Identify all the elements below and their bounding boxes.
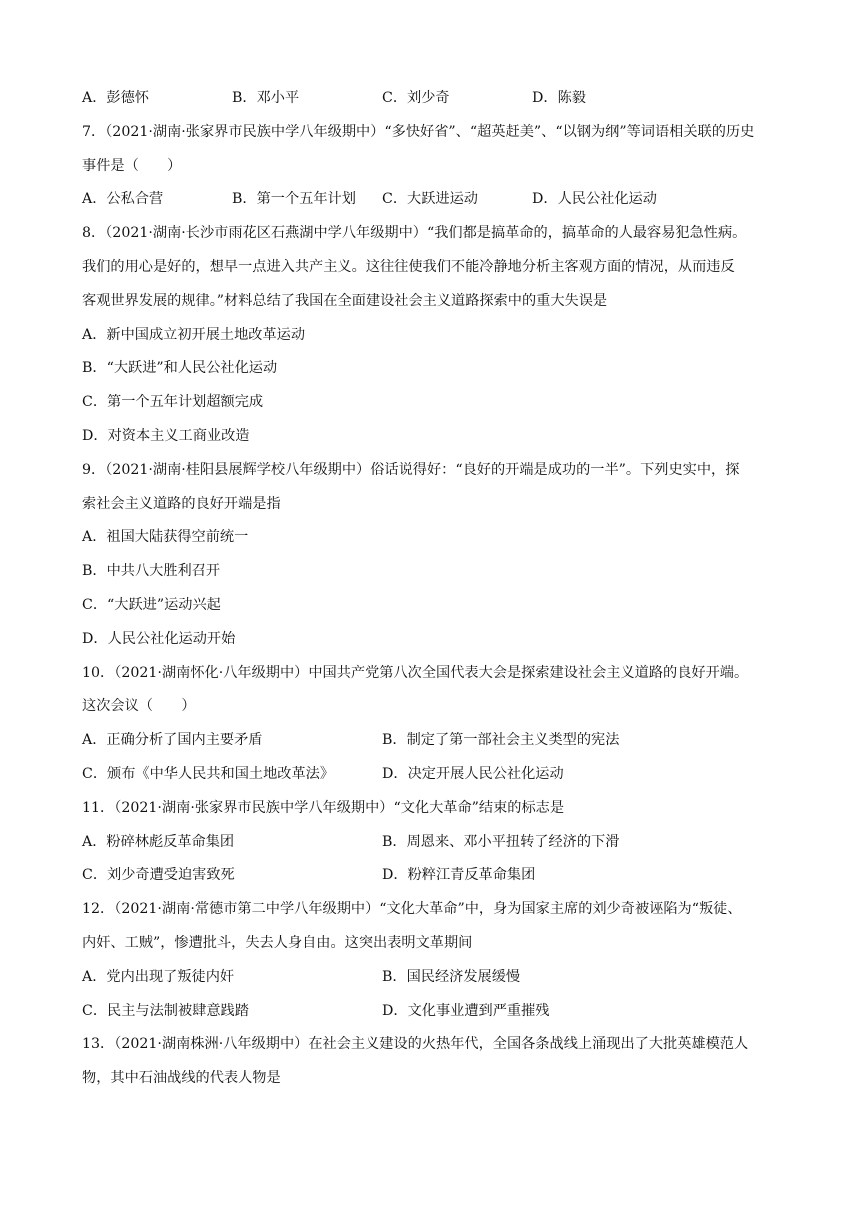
q12-options-row-2 — [82, 997, 782, 1031]
q12-stem-line-1: 12．（2021·湖南·常德市第二中学八年级期中）“文化大革命”中，身为国家主席的刘少奇被诬陷为“叛徒、 — [82, 901, 742, 918]
exam-page — [82, 84, 782, 1098]
q6-option-d[interactable]: D．陈毅 — [532, 90, 586, 106]
q7-stem-line-1: 7．（2021·湖南·张家界市民族中学八年级期中）“多快好省”、“超英赶美”、“以钢为纲”等词语相关联的历史 — [82, 123, 755, 140]
q11-option-c[interactable]: C．刘少奇遭受迫害致死 — [82, 867, 235, 884]
q12-option-b[interactable]: B．国民经济发展缓慢 — [382, 968, 521, 985]
q8-stem-line-2: 我们的用心是好的，想早一点进入共产主义。这往往使我们不能冷静地分析主客观方面的情况，从而违反 — [82, 258, 735, 275]
question-8 — [82, 219, 782, 456]
question-10 — [82, 659, 782, 794]
q8-option-d[interactable]: D．对资本主义工商业改造 — [82, 427, 250, 444]
q7-options — [82, 185, 782, 219]
q9-stem-line-2: 索社会主义道路的良好开端是指 — [82, 495, 281, 512]
q13-stem-line-2: 物，其中石油战线的代表人物是 — [82, 1070, 281, 1087]
q11-option-a[interactable]: A．粉碎林彪反革命集团 — [82, 833, 235, 850]
q6-option-b[interactable]: B．邓小平 — [232, 90, 300, 106]
q11-options-row-1 — [82, 828, 782, 862]
q12-stem-line-2: 内奸、工贼”，惨遭批斗，失去人身自由。这突出表明文革期间 — [82, 934, 473, 951]
q6-option-a[interactable]: A．彭德怀 — [82, 90, 149, 106]
q10-stem-line-1: 10．（2021·湖南怀化·八年级期中）中国共产党第八次全国代表大会是探索建设社会主义道路的良好开端。 — [82, 664, 749, 681]
q7-option-d[interactable]: D．人民公社化运动 — [532, 191, 657, 208]
q9-stem-line-1: 9．（2021·湖南·桂阳县展辉学校八年级期中）俗话说得好：“良好的开端是成功的一半”。下列史实中，探 — [82, 461, 740, 478]
q11-option-b[interactable]: B．周恩来、邓小平扭转了经济的下滑 — [382, 833, 620, 850]
q10-options-row-1 — [82, 726, 782, 760]
q10-option-c[interactable]: C．颁布《中华人民共和国土地改革法》 — [82, 765, 335, 782]
q6-options — [82, 84, 782, 118]
q12-options-row-1 — [82, 963, 782, 997]
q10-stem-line-2: 这次会议（ ） — [82, 698, 196, 715]
q12-option-a[interactable]: A．党内出现了叛徒内奸 — [82, 968, 235, 985]
q6-option-c[interactable]: C．刘少奇 — [382, 90, 450, 106]
q9-option-b[interactable]: B．中共八大胜利召开 — [82, 563, 221, 580]
q7-option-b[interactable]: B．第一个五年计划 — [232, 191, 356, 208]
q9-option-d[interactable]: D．人民公社化运动开始 — [82, 630, 236, 647]
q10-options-row-2 — [82, 760, 782, 794]
q10-option-b[interactable]: B．制定了第一部社会主义类型的宪法 — [382, 732, 620, 749]
q11-option-d[interactable]: D．粉粹江青反革命集团 — [382, 867, 536, 884]
question-12 — [82, 895, 782, 1030]
question-11 — [82, 794, 782, 895]
q7-stem-line-2: 事件是（ ） — [82, 157, 182, 174]
q8-stem-line-3: 客观世界发展的规律。”材料总结了我国在全面建设社会主义道路探索中的重大失误是 — [82, 292, 608, 309]
q12-option-d[interactable]: D．文化事业遭到严重摧残 — [382, 1002, 550, 1019]
q7-option-c[interactable]: C．大跃进运动 — [382, 191, 478, 208]
q13-stem-line-1: 13．（2021·湖南株洲·八年级期中）在社会主义建设的火热年代，全国各条战线上涌现出了大批英雄模范人 — [82, 1036, 749, 1053]
q7-option-a[interactable]: A．公私合营 — [82, 191, 164, 208]
q10-option-a[interactable]: A．正确分析了国内主要矛盾 — [82, 732, 263, 749]
q8-stem-line-1: 8．（2021·湖南·长沙市雨花区石燕湖中学八年级期中）“我们都是搞革命的，搞革命的人最容易犯急性病。 — [82, 225, 747, 242]
question-7 — [82, 118, 782, 219]
question-9 — [82, 456, 782, 659]
q8-option-b[interactable]: B．“大跃进”和人民公社化运动 — [82, 360, 278, 377]
q9-option-c[interactable]: C．“大跃进”运动兴起 — [82, 596, 221, 613]
q8-option-c[interactable]: C．第一个五年计划超额完成 — [82, 394, 264, 411]
q11-stem-line-1: 11．（2021·湖南·张家界市民族中学八年级期中）“文化大革命”结束的标志是 — [82, 799, 565, 816]
q8-option-a[interactable]: A．新中国成立初开展土地改革运动 — [82, 326, 306, 343]
question-13 — [82, 1030, 782, 1098]
q10-option-d[interactable]: D．决定开展人民公社化运动 — [382, 765, 564, 782]
q11-options-row-2 — [82, 861, 782, 895]
q9-option-a[interactable]: A．祖国大陆获得空前统一 — [82, 529, 249, 546]
q12-option-c[interactable]: C．民主与法制被肆意践踏 — [82, 1002, 249, 1019]
